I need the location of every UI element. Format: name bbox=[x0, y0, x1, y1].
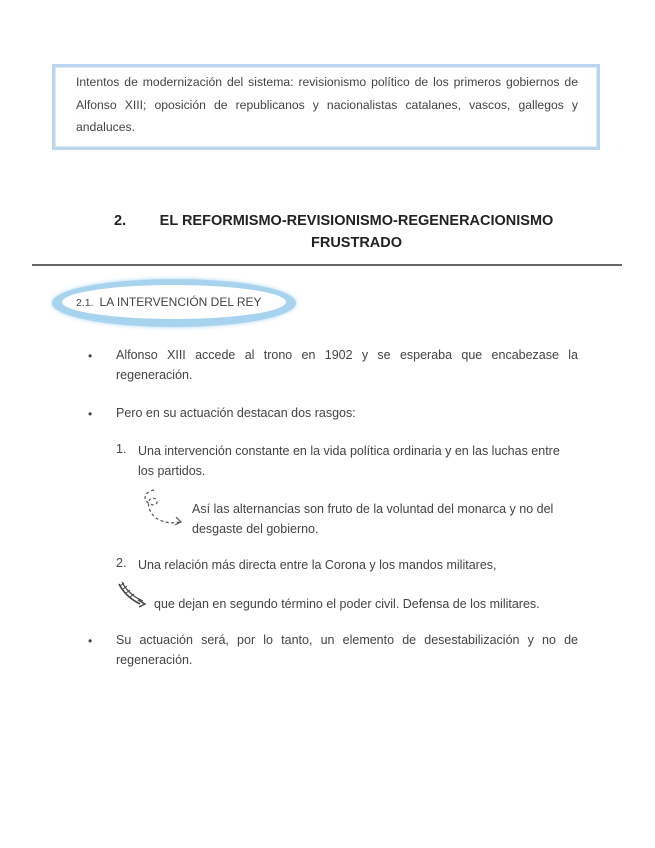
trait-number: 1. bbox=[116, 442, 127, 456]
hand-drawn-arrow-icon bbox=[116, 580, 152, 610]
subsection-number: 2.1. bbox=[76, 297, 94, 309]
bullet-text: Pero en su actuación destacan dos rasgos: bbox=[116, 406, 356, 420]
bullet-text: Alfonso XIII accede al trono en 1902 y se esperaba que encabezase la regeneración. bbox=[116, 348, 578, 382]
section-title: EL REFORMISMO-REVISIONISMO-REGENERACIONISMO FRUSTRADO bbox=[159, 213, 554, 251]
bullet-marker: • bbox=[88, 634, 93, 648]
trait-text: Una relación más directa entre la Corona y los mandos militares, bbox=[138, 558, 497, 572]
trait-consequence: que dejan en segundo término el poder civil. Defensa de los militares. bbox=[154, 597, 540, 611]
subsection-title: LA INTERVENCIÓN DEL REY bbox=[99, 295, 262, 309]
trait-consequence: Así las alternancias son fruto de la voluntad del monarca y no del desgaste del gobierno. bbox=[192, 502, 554, 536]
subsection-heading bbox=[76, 295, 262, 309]
trait-text: Una intervención constante en la vida política ordinaria y en las luchas entre los partidos. bbox=[138, 444, 560, 478]
bullet-text: Su actuación será, por lo tanto, un elemento de desestabilización y no de regeneración. bbox=[116, 633, 578, 667]
trait-number: 2. bbox=[116, 556, 127, 570]
bullet-marker: • bbox=[88, 407, 93, 421]
intro-text: Intentos de modernización del sistema: revisionismo político de los primeros gobiernos de Alfonso XIII; oposición de republicanos y nacionalistas catalanes, vascos, gallegos y andaluces. bbox=[76, 75, 578, 134]
dashed-curly-arrow-icon bbox=[140, 488, 188, 532]
bullet-marker: • bbox=[88, 349, 93, 363]
section-heading bbox=[80, 210, 575, 254]
section-number: 2. bbox=[114, 213, 127, 229]
section-divider bbox=[32, 264, 622, 266]
